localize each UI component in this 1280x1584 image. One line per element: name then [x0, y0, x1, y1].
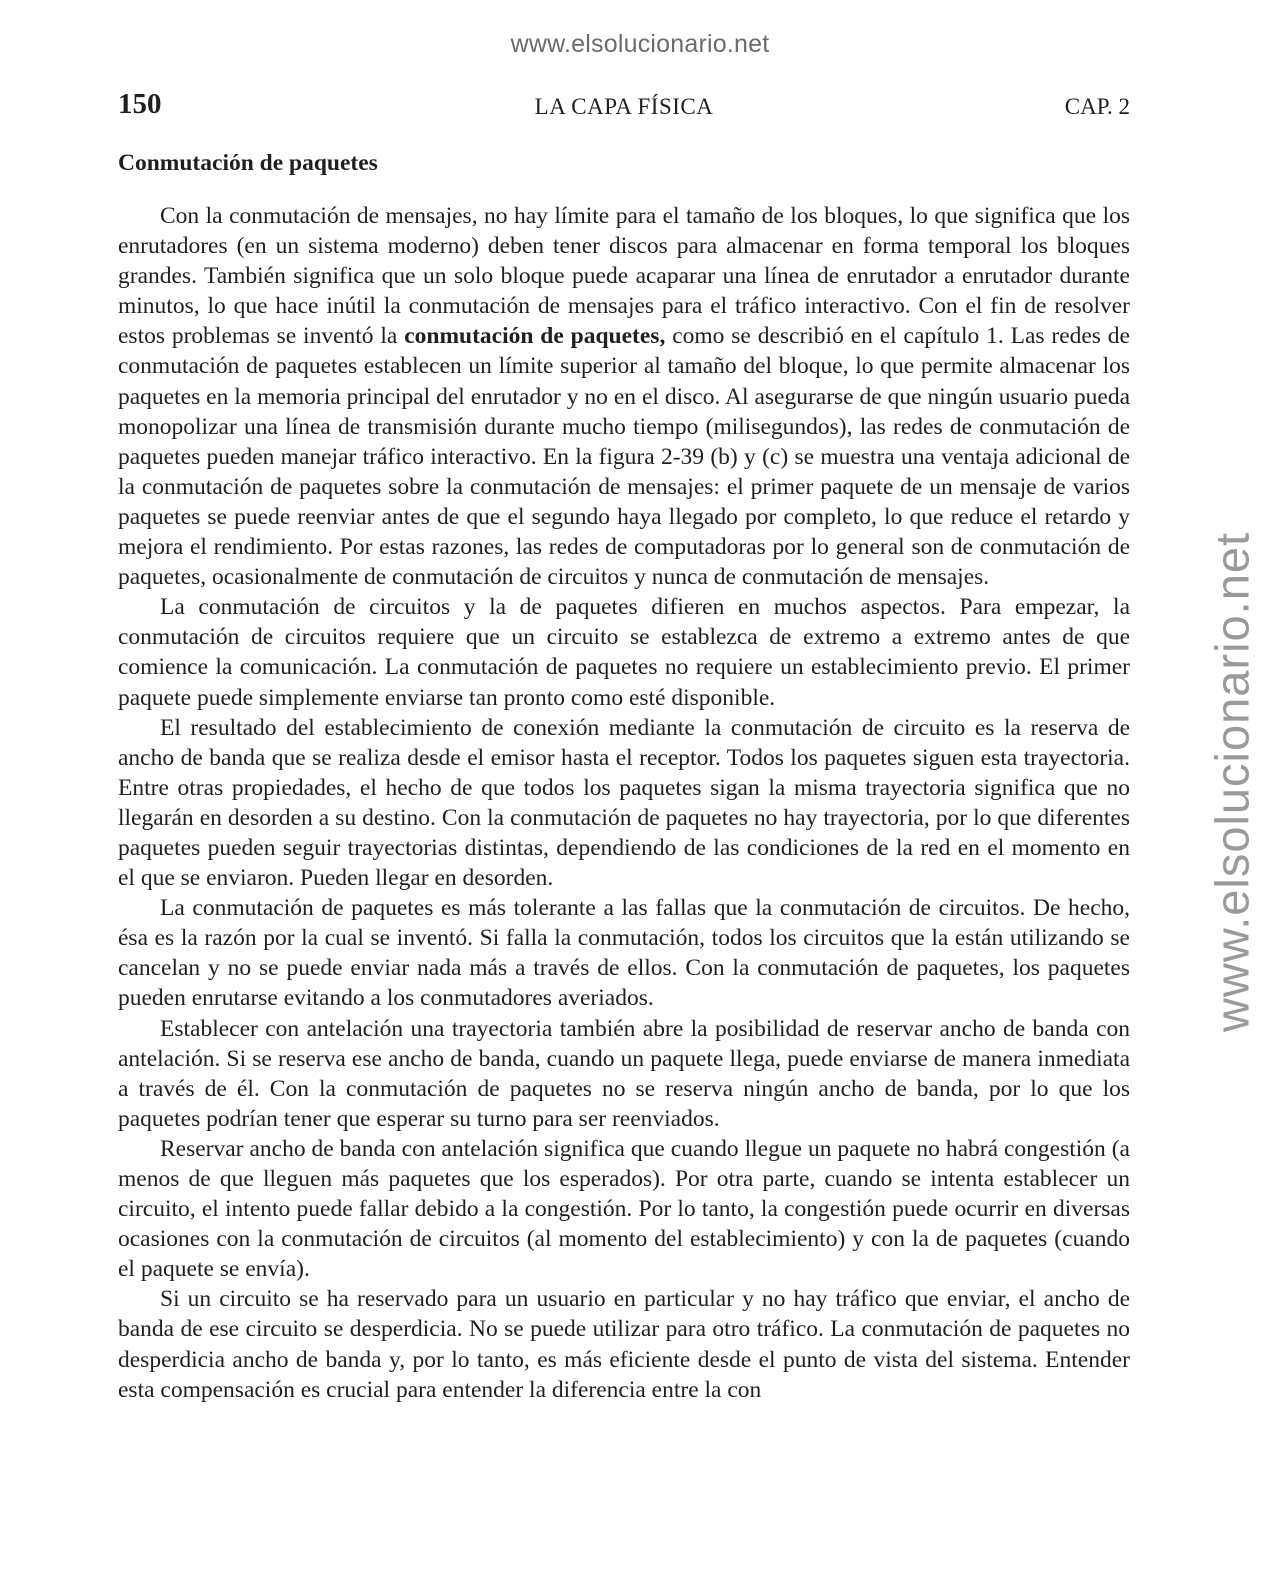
body-text — [118, 201, 1130, 1405]
paragraph-1-before: Con la conmutación de mensajes, no hay límite para el tamaño de los bloques, lo que significa que los enrutadores (en un sistema moderno) deben tener discos para almacenar en forma temporal los bloques grandes. También significa que un solo bloque puede acaparar una línea de enrutador a enrutador durante minutos, lo que hace inútil la conmutación de mensajes para el tráfico interactivo. Con el fin de resolver estos problemas se inventó la — [118, 203, 1130, 350]
paragraph-1-after: como se describió en el capítulo 1. Las redes de conmutación de paquetes establecen un límite superior al tamaño del bloque, lo que permite almacenar los paquetes en la memoria principal del enrutador y no en el disco. Al asegurarse de que ningún usuario pueda monopolizar una línea de transmisión durante mucho tiempo (milisegundos), las redes de conmutación de paquetes pueden manejar tráfico interactivo. En la figura 2-39 (b) y (c) se muestra una ventaja adicional de la conmutación de paquetes sobre la conmutación de mensajes: el primer paquete de un mensaje de varios paquetes se puede reenviar antes de que el segundo haya llegado por completo, lo que reduce el retardo y mejora el rendimiento. Por estas razones, las redes de computadoras por lo general son de conmutación de paquetes, ocasionalmente de conmutación de circuitos y nunca de conmutación de mensajes. — [118, 323, 1130, 591]
page-number: 150 — [118, 88, 162, 120]
chapter-title: LA CAPA FÍSICA — [534, 94, 714, 119]
paragraph-2: La conmutación de circuitos y la de paquetes difieren en muchos aspectos. Para empezar, la conmutación de circuitos requiere que un circuito se establezca de extremo a extremo antes de que comience la comunicación. La conmutación de paquetes no requiere un establecimiento previo. El primer paquete puede simplemente enviarse tan pronto como esté disponible. — [118, 594, 1130, 711]
chapter-label: CAP. 2 — [1064, 94, 1130, 119]
running-head — [118, 88, 1130, 124]
watermark-top: www.elsolucionario.net — [510, 30, 770, 58]
paragraph-1 — [118, 201, 1130, 592]
paragraph-6: Reservar ancho de banda con antelación significa que cuando llegue un paquete no habrá congestión (a menos de que lleguen más paquetes que los esperados). Por otra parte, cuando se intenta establecer un circuito, el intento puede fallar debido a la congestión. Por lo tanto, la congestión puede ocurrir en diversas ocasiones con la conmutación de circuitos (al momento del establecimiento) y con la de paquetes (cuando el paquete se envía). — [118, 1135, 1130, 1283]
bold-term: conmutación de paquetes, — [404, 323, 666, 350]
paragraph-7: Si un circuito se ha reservado para un usuario en particular y no hay tráfico que enviar, el ancho de banda de ese circuito se desperdicia. No se puede utilizar para otro tráfico. La conmutación de paquetes no desperdicia ancho de banda y, por lo tanto, es más eficiente desde el punto de vista del sistema. Entender esta compensación es crucial para entender la diferencia entre la con — [118, 1286, 1130, 1403]
paragraph-5: Establecer con antelación una trayectoria también abre la posibilidad de reservar ancho de banda con antelación. Si se reserva ese ancho de banda, cuando un paquete llega, puede enviarse de manera inmediata a través de él. Con la conmutación de paquetes no se reserva ningún ancho de banda, por lo que los paquetes podrían tener que esperar su turno para ser reenviados. — [118, 1015, 1130, 1132]
watermark-side-text: www.elsolucionario.net — [1205, 531, 1259, 1033]
paragraph-4: La conmutación de paquetes es más tolerante a las fallas que la conmutación de circuitos. De hecho, ésa es la razón por la cual se inventó. Si falla la conmutación, todos los circuitos que la están utilizando se cancelan y no se puede enviar nada más a través de ellos. Con la conmutación de paquetes, los paquetes pueden enrutarse evitando a los conmutadores averiados. — [118, 895, 1130, 1012]
paragraph-3: El resultado del establecimiento de conexión mediante la conmutación de circuito es la reserva de ancho de banda que se realiza desde el emisor hasta el receptor. Todos los paquetes siguen esta trayectoria. Entre otras propiedades, el hecho de que todos los paquetes sigan la misma trayectoria significa que no llegarán en desorden a su destino. Con la conmutación de paquetes no hay trayectoria, por lo que diferentes paquetes pueden seguir trayectorias distintas, dependiendo de las condiciones de la red en el momento en el que se enviaron. Pueden llegar en desorden. — [118, 714, 1130, 892]
section-heading: Conmutación de paquetes — [118, 150, 378, 176]
